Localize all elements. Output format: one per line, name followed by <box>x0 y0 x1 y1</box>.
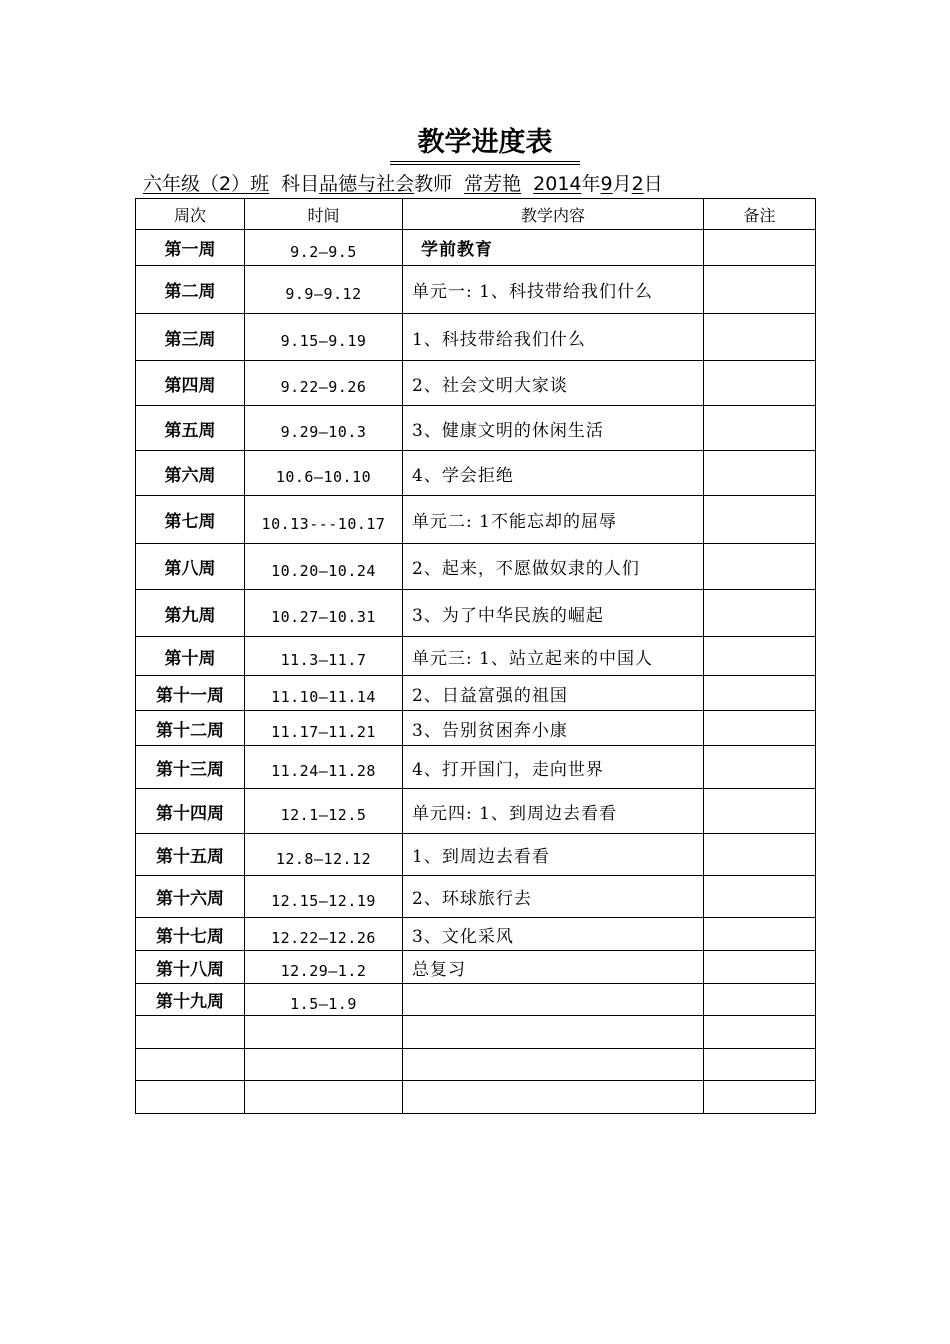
note-cell <box>704 590 816 637</box>
content-cell: 2、社会文明大家谈 <box>403 361 704 406</box>
content-cell <box>403 1016 704 1049</box>
table-row <box>136 361 816 406</box>
time-cell: 9.2—9.5 <box>245 230 403 266</box>
table-row <box>136 984 816 1016</box>
time-cell: 10.20—10.24 <box>245 544 403 590</box>
time-cell: 9.29—10.3 <box>245 406 403 451</box>
week-cell: 第十九周 <box>136 984 245 1016</box>
note-cell <box>704 711 816 746</box>
header-content: 教学内容 <box>403 199 704 230</box>
content-cell: 2、日益富强的祖国 <box>403 676 704 711</box>
note-cell <box>704 984 816 1016</box>
year-value: 2014 <box>533 173 582 195</box>
content-cell: 2、环球旅行去 <box>403 876 704 918</box>
table-row <box>136 746 816 789</box>
week-cell: 第六周 <box>136 451 245 496</box>
week-cell: 第十二周 <box>136 711 245 746</box>
time-cell: 10.27—10.31 <box>245 590 403 637</box>
table-row <box>136 1081 816 1114</box>
note-cell <box>704 676 816 711</box>
content-cell: 3、文化采风 <box>403 918 704 951</box>
time-cell: 9.22—9.26 <box>245 361 403 406</box>
time-cell: 9.9—9.12 <box>245 266 403 314</box>
table-row <box>136 789 816 834</box>
time-cell <box>245 1081 403 1114</box>
time-cell <box>245 1016 403 1049</box>
table-row <box>136 834 816 876</box>
day-value: 2 <box>631 173 644 195</box>
teacher-label: 教师 <box>414 173 453 195</box>
week-cell: 第九周 <box>136 590 245 637</box>
note-cell <box>704 834 816 876</box>
content-cell <box>403 1081 704 1114</box>
note-cell <box>704 1016 816 1049</box>
time-cell: 12.8—12.12 <box>245 834 403 876</box>
table-row <box>136 406 816 451</box>
page-title: 教学进度表 <box>390 125 580 162</box>
note-cell <box>704 789 816 834</box>
week-cell: 第二周 <box>136 266 245 314</box>
time-cell: 10.6—10.10 <box>245 451 403 496</box>
table-row <box>136 496 816 544</box>
table-row <box>136 230 816 266</box>
week-cell: 第十五周 <box>136 834 245 876</box>
week-cell: 第五周 <box>136 406 245 451</box>
teacher-value: 常芳艳 <box>464 173 522 195</box>
note-cell <box>704 314 816 361</box>
table-row <box>136 1016 816 1049</box>
time-cell: 11.10—11.14 <box>245 676 403 711</box>
note-cell <box>704 451 816 496</box>
note-cell <box>704 496 816 544</box>
note-cell <box>704 1081 816 1114</box>
month-suffix: 月 <box>612 173 632 195</box>
week-cell <box>136 1081 245 1114</box>
time-cell: 10.13---10.17 <box>245 496 403 544</box>
time-cell: 12.29—1.2 <box>245 951 403 984</box>
table-row <box>136 876 816 918</box>
content-cell: 单元三: 1、站立起来的中国人 <box>403 637 704 676</box>
note-cell <box>704 406 816 451</box>
grade-prefix: 六 <box>143 173 163 195</box>
content-cell: 3、为了中华民族的崛起 <box>403 590 704 637</box>
subject-value: 品德与社会 <box>319 173 415 195</box>
table-row <box>136 711 816 746</box>
note-cell <box>704 637 816 676</box>
content-cell: 3、告别贫困奔小康 <box>403 711 704 746</box>
note-cell <box>704 1049 816 1081</box>
week-cell: 第四周 <box>136 361 245 406</box>
note-cell <box>704 951 816 984</box>
content-cell: 1、科技带给我们什么 <box>403 314 704 361</box>
table-row <box>136 590 816 637</box>
week-cell: 第十周 <box>136 637 245 676</box>
content-cell: 2、起来，不愿做奴隶的人们 <box>403 544 704 590</box>
time-cell: 11.24—11.28 <box>245 746 403 789</box>
week-cell <box>136 1016 245 1049</box>
note-cell <box>704 918 816 951</box>
header-time: 时间 <box>245 199 403 230</box>
time-cell: 9.15—9.19 <box>245 314 403 361</box>
content-cell: 单元四: 1、到周边去看看 <box>403 789 704 834</box>
table-row <box>136 676 816 711</box>
week-cell: 第一周 <box>136 230 245 266</box>
week-cell: 第十六周 <box>136 876 245 918</box>
note-cell <box>704 361 816 406</box>
week-cell <box>136 1049 245 1081</box>
table-header-row <box>136 199 816 230</box>
content-cell: 4、打开国门，走向世界 <box>403 746 704 789</box>
table-row <box>136 314 816 361</box>
year-suffix: 年 <box>581 173 601 195</box>
week-cell: 第十一周 <box>136 676 245 711</box>
note-cell <box>704 876 816 918</box>
table-row <box>136 951 816 984</box>
time-cell: 11.3—11.7 <box>245 637 403 676</box>
week-cell: 第十三周 <box>136 746 245 789</box>
time-cell: 12.1—12.5 <box>245 789 403 834</box>
note-cell <box>704 746 816 789</box>
content-cell: 学前教育 <box>403 230 704 266</box>
schedule-table <box>135 198 816 1114</box>
note-cell <box>704 544 816 590</box>
time-cell: 12.22—12.26 <box>245 918 403 951</box>
time-cell: 12.15—12.19 <box>245 876 403 918</box>
week-cell: 第十八周 <box>136 951 245 984</box>
content-cell: 4、学会拒绝 <box>403 451 704 496</box>
day-suffix: 日 <box>643 173 663 195</box>
time-cell: 11.17—11.21 <box>245 711 403 746</box>
document-subtitle <box>143 170 803 198</box>
note-cell <box>704 230 816 266</box>
month-value: 9 <box>600 173 613 195</box>
week-cell: 第八周 <box>136 544 245 590</box>
table-row <box>136 266 816 314</box>
week-cell: 第十四周 <box>136 789 245 834</box>
subject-label: 科目 <box>281 173 320 195</box>
content-cell: 单元一: 1、科技带给我们什么 <box>403 266 704 314</box>
week-cell: 第十七周 <box>136 918 245 951</box>
table-row <box>136 1049 816 1081</box>
content-cell: 总复习 <box>403 951 704 984</box>
content-cell: 1、到周边去看看 <box>403 834 704 876</box>
note-cell <box>704 266 816 314</box>
content-cell: 3、健康文明的休闲生活 <box>403 406 704 451</box>
content-cell <box>403 1049 704 1081</box>
week-cell: 第三周 <box>136 314 245 361</box>
grade-class: 年级（2）班 <box>162 173 270 195</box>
time-cell: 1.5—1.9 <box>245 984 403 1016</box>
time-cell <box>245 1049 403 1081</box>
table-row <box>136 451 816 496</box>
content-cell <box>403 984 704 1016</box>
week-cell: 第七周 <box>136 496 245 544</box>
table-row <box>136 918 816 951</box>
header-week: 周次 <box>136 199 245 230</box>
content-cell: 单元二: 1不能忘却的屈辱 <box>403 496 704 544</box>
table-row <box>136 544 816 590</box>
header-note: 备注 <box>704 199 816 230</box>
table-row <box>136 637 816 676</box>
